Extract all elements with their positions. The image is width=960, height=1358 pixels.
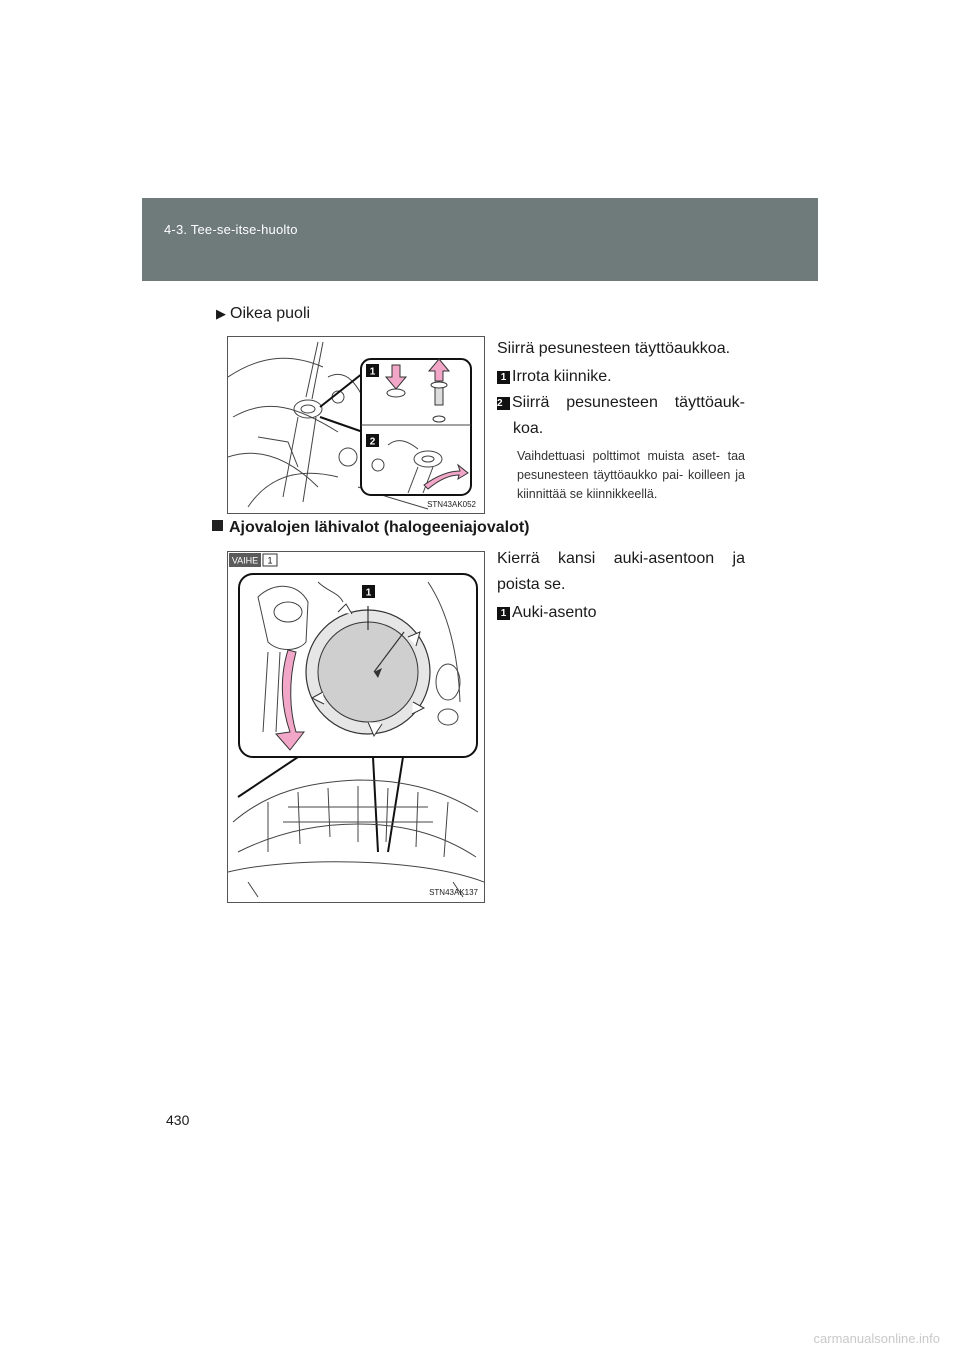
headlight-cover-illustration [228,552,484,902]
section-heading-low-beam: Ajovalojen lähivalot (halogeeniajovalot) [212,519,530,537]
note-text: Vaihdettuasi polttimot muista aset- taa pesunesteen täyttöaukko pai- koilleen ja kiinnittää se kiinnikkeellä. [517,449,745,501]
instruction-text: Kierrä kansi auki-asentoon ja poista se. [497,550,745,593]
step-open-position: 1 Auki-asento [497,600,745,626]
section-header [142,198,818,281]
subheading-right-side: ▶ Oikea puoli [216,305,311,322]
watermark: carmanualsonline.info [813,1331,940,1346]
figure-code: STN43AK052 [427,500,476,509]
figure-washer-filler [227,336,485,514]
callout-1: 1 [369,366,376,378]
section-title: 4-3. Tee-se-itse-huolto [164,222,298,237]
step-number-badge: 2 [497,397,510,410]
callout-2: 2 [369,436,376,448]
step-number-badge: 1 [497,371,510,384]
figure-headlight-cover [227,551,485,903]
step-2: 2 Siirrä pesunesteen täyttöauk- koa. [497,394,745,437]
step-number-badge: 1 [497,607,510,620]
figure-code: STN43AK137 [429,888,478,897]
step-badge-label: VAIHE [231,555,259,566]
step-1: 1 Irrota kiinnike. [497,364,745,390]
callout-1: 1 [365,587,372,599]
step-badge-number: 1 [267,555,273,566]
intro-text: Siirrä pesunesteen täyttöaukkoa. [497,340,731,357]
washer-filler-illustration [228,337,484,513]
square-bullet-icon [212,520,223,531]
engine-bay-illustration [228,780,484,897]
page-number: 430 [166,1112,190,1128]
triangle-bullet-icon: ▶ [216,306,226,321]
